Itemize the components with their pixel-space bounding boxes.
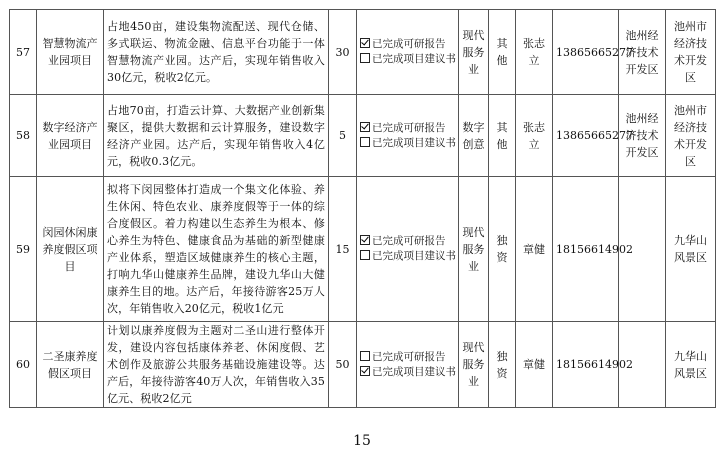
option-proposal bbox=[360, 52, 455, 67]
preparation-status bbox=[357, 177, 459, 322]
responsible-unit: 池州经济技术开发区 bbox=[619, 10, 666, 95]
project-location: 池州市经济技术开发区 bbox=[666, 10, 716, 95]
project-name: 智慧物流产业园项目 bbox=[37, 10, 104, 95]
checkbox-icon bbox=[360, 122, 370, 132]
option-label: 已完成可研报告 bbox=[372, 121, 446, 134]
preparation-status bbox=[357, 10, 459, 95]
option-label: 已完成项目建议书 bbox=[372, 250, 456, 262]
contact-phone: 18156614902 bbox=[553, 177, 619, 322]
contact-person: 张志立 bbox=[516, 10, 553, 95]
table-row bbox=[10, 177, 716, 322]
page-number: 15 bbox=[353, 433, 371, 449]
contact-person: 章健 bbox=[516, 177, 553, 322]
project-table-body bbox=[10, 10, 716, 408]
preparation-status bbox=[357, 95, 459, 177]
checkbox-icon bbox=[360, 53, 370, 63]
row-number: 59 bbox=[10, 177, 37, 322]
industry: 现代服务业 bbox=[459, 322, 489, 408]
project-location: 池州市经济技术开发区 bbox=[666, 95, 716, 177]
project-name: 数字经济产业园项目 bbox=[37, 95, 104, 177]
option-label: 已完成可研报告 bbox=[372, 235, 446, 247]
option-proposal bbox=[360, 136, 455, 151]
project-table bbox=[9, 9, 716, 408]
option-label: 已完成项目建议书 bbox=[372, 53, 456, 65]
contact-phone: 13865665277 bbox=[553, 10, 619, 95]
option-feasibility-report bbox=[360, 37, 455, 52]
row-number: 57 bbox=[10, 10, 37, 95]
checkbox-icon bbox=[360, 351, 370, 361]
option-feasibility-report bbox=[360, 234, 455, 249]
checkbox-icon bbox=[360, 250, 370, 260]
project-name: 闵园休闲康养度假区项目 bbox=[37, 177, 104, 322]
responsible-unit: 池州经济技术开发区 bbox=[619, 95, 666, 177]
project-name: 二圣康养度假区项目 bbox=[37, 322, 104, 408]
contact-person: 张志立 bbox=[516, 95, 553, 177]
industry: 现代服务业 bbox=[459, 10, 489, 95]
option-label: 已完成可研报告 bbox=[372, 350, 446, 363]
checkbox-icon bbox=[360, 38, 370, 48]
investment-amount: 30 bbox=[329, 10, 357, 95]
industry: 数字创意 bbox=[459, 95, 489, 177]
investment-amount: 50 bbox=[329, 322, 357, 408]
preparation-status bbox=[357, 322, 459, 408]
cooperation-mode: 其他 bbox=[489, 95, 516, 177]
investment-amount: 5 bbox=[329, 95, 357, 177]
project-description: 占地70亩，打造云计算、大数据产业创新集聚区，提供大数据和云计算服务，建设数字经济产业园。达产后，实现年销售收入4亿元，税收0.3亿元。 bbox=[104, 95, 329, 177]
checkbox-icon bbox=[360, 235, 370, 245]
checkbox-icon bbox=[360, 137, 370, 147]
cooperation-mode: 独资 bbox=[489, 322, 516, 408]
industry: 现代服务业 bbox=[459, 177, 489, 322]
contact-phone: 18156614902 bbox=[553, 322, 619, 408]
checkbox-icon bbox=[360, 366, 370, 376]
table-row bbox=[10, 95, 716, 177]
cooperation-mode: 其他 bbox=[489, 10, 516, 95]
project-location: 九华山风景区 bbox=[666, 322, 716, 408]
option-proposal bbox=[360, 365, 455, 380]
project-description: 拟将下闵园整体打造成一个集文化体验、养生休闲、特色农业、康养度假等于一体的综合度假区。着力构建以生态养生为根本、修心养生为特色、健康食品为基础的新型健康产业体系，塑造区域健康养生的核心主题，打响九华山健康养生品牌，建设九华山大健康养生目的地。达产后，年接待游客25万人次，年销售收入20亿元，税收1亿元 bbox=[104, 177, 329, 322]
table-row bbox=[10, 10, 716, 95]
contact-phone: 13865665277 bbox=[553, 95, 619, 177]
row-number: 58 bbox=[10, 95, 37, 177]
cooperation-mode: 独资 bbox=[489, 177, 516, 322]
option-proposal bbox=[360, 249, 455, 264]
option-feasibility-report bbox=[360, 121, 455, 136]
project-description: 计划以康养度假为主题对二圣山进行整体开发，建设内容包括康体养老、休闲度假、艺术创作及旅游公共服务基础设施建设等。达产后，年接待游客40万人次，年销售收入35亿元、税收2亿元 bbox=[104, 322, 329, 408]
row-number: 60 bbox=[10, 322, 37, 408]
investment-amount: 15 bbox=[329, 177, 357, 322]
option-label: 已完成可研报告 bbox=[372, 38, 446, 50]
option-feasibility-report bbox=[360, 350, 455, 365]
project-description: 占地450亩，建设集物流配送、现代仓储、多式联运、物流金融、信息平台功能于一体智慧物流产业园。达产后，实现年销售收入30亿元，税收2亿元。 bbox=[104, 10, 329, 95]
option-label: 已完成项目建议书 bbox=[372, 365, 456, 378]
contact-person: 章健 bbox=[516, 322, 553, 408]
table-row bbox=[10, 322, 716, 408]
project-location: 九华山风景区 bbox=[666, 177, 716, 322]
option-label: 已完成项目建议书 bbox=[372, 136, 456, 149]
